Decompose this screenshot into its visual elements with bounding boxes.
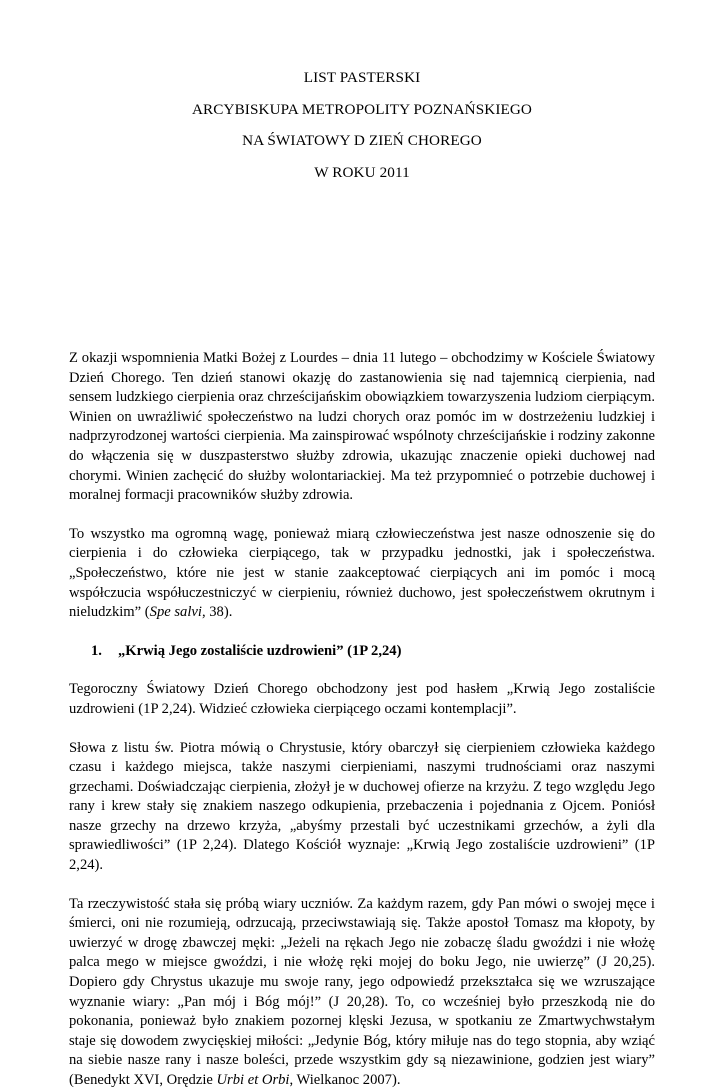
section-heading-1 bbox=[69, 642, 655, 662]
paragraph-intro: Z okazji wspomnienia Matki Bożej z Lourdes – dnia 11 lutego – obchodzimy w Kościele Światowy Dzień Chorego. Ten dzień stanowi okazję do zastanowienia się nad tajemnicą cierpienia, nad sensem ludzkiego cierpienia oraz chrześcijańskim obowiązkiem towarzyszenia ludziom cierpiącym. Winien on uwrażliwić społeczeństwo na ludzi chorych oraz pomóc im w dostrzeżeniu ludzkiej i nadprzyrodzonej wartości cierpienia. Ma zainspirować wspólnoty chrześcijańskie i rodziny zakonne do włączenia się w duszpasterstwo służby zdrowia, ukazując znaczenie opieki duchowej nad chorymi. Winien zachęcić do służby wolontariackiej. Ma też przypomnieć o potrzebie duchowej i moralnej formacji pracowników służby zdrowia. bbox=[69, 350, 655, 504]
paragraph-theme: Tegoroczny Światowy Dzień Chorego obchodzony jest pod hasłem „Krwią Jego zostaliście uzdrowieni (1P 2,24). Widzieć człowieka cierpiącego oczami kontemplacji”. bbox=[69, 681, 655, 717]
section-number: 1. bbox=[91, 642, 102, 659]
paragraph-faith bbox=[69, 895, 655, 1091]
title-spacer bbox=[69, 188, 655, 349]
section-title: „Krwią Jego zostaliście uzdrowieni” (1P 2,24) bbox=[118, 642, 402, 659]
document-page bbox=[69, 62, 655, 1091]
paragraph-importance-text: To wszystko ma ogromną wagę, ponieważ miarą człowieczeństwa jest nasze odnoszenie się do cierpienia i do człowieka cierpiącego, tak w przypadku jednostki, jak i społeczeństwa. „Społeczeństwo, które nie jest w stanie zaakceptować cierpiących ani im pomóc i mocą współczucia współuczestniczyć w cierpieniu, również duchowo, jest społeczeństwem okrutnym i nieludzkim” ( bbox=[69, 525, 655, 621]
title-line-2: ARCYBISKUPA METROPOLITY POZNAŃSKIEGO bbox=[191, 100, 532, 118]
title-line-3: NA ŚWIATOWY D ZIEŃ CHOREGO bbox=[242, 132, 482, 149]
paragraph-faith-text: Ta rzeczywistość stała się próbą wiary uczniów. Za każdym razem, gdy Pan mówi o swojej męce i śmierci, oni nie rozumieją, odrzucają, przeciwstawiają się. Także apostoł Tomasz ma kłopoty, by uwierzyć w drogę zbawczej męki: „Jeżeli na rękach Jego nie zobaczę śladu gwoździ i nie włożę palca mego w miejsce gwoździ, i nie włożę ręki mojej do boku Jego, nie uwierzę” (J 20,25). Dopiero gdy Chrystus ukazuje mu swoje rany, jego odpowiedź przekształca się we wzruszające wyznanie wiary: „Pan mój i Bóg mój!” (J 20,28). To, co wcześniej było przeszkodą nie do pokonania, ponieważ było znakiem pozornej klęski Jezusa, w spotkaniu ze Zmartwychwstałym staje się dowodem zwycięskiej miłości: „Jedynie Bóg, który miłuje nas do tego stopnia, aby wziąć na siebie nasze rany i nasze boleści, przede wszystkim gdy są niezawinione, godzien jest wiary” (Benedykt XVI, Orędzie bbox=[69, 895, 655, 1088]
urbi-et-orbi-citation: Urbi et Orbi bbox=[216, 1072, 290, 1088]
spe-salvi-citation: Spe salvi bbox=[149, 604, 202, 621]
paragraph-peter: Słowa z listu św. Piotra mówią o Chrystusie, który obarczył się cierpieniem człowieka każdego czasu i każdego miejsca, także naszymi cierpieniami, naszymi trudnościami oraz naszymi grzechami. Doświadczając cierpienia, złożył je w duchowej ofierze na krzyżu. Z tego względu Jego rany i krew stały się znakiem naszego odkupienia, przebaczenia i pojednania z Ojcem. Poniósł nasze grzechy na drzewo krzyża, „abyśmy przestali być uczestnikami grzechów, a żyli dla sprawiedliwości” (1P 2,24). Dlatego Kościół wyznaje: „Krwią Jego zostaliście uzdrowieni” (1P 2,24). bbox=[69, 739, 655, 874]
title-line-4: W ROKU 2011 bbox=[314, 163, 410, 181]
title-line-1: LIST PASTERSKI bbox=[303, 69, 421, 86]
paragraph-faith-end: , Wielkanoc 2007). bbox=[289, 1072, 401, 1088]
document-title bbox=[69, 62, 655, 188]
paragraph-importance-end: , 38). bbox=[201, 604, 233, 621]
paragraph-importance bbox=[69, 525, 655, 623]
